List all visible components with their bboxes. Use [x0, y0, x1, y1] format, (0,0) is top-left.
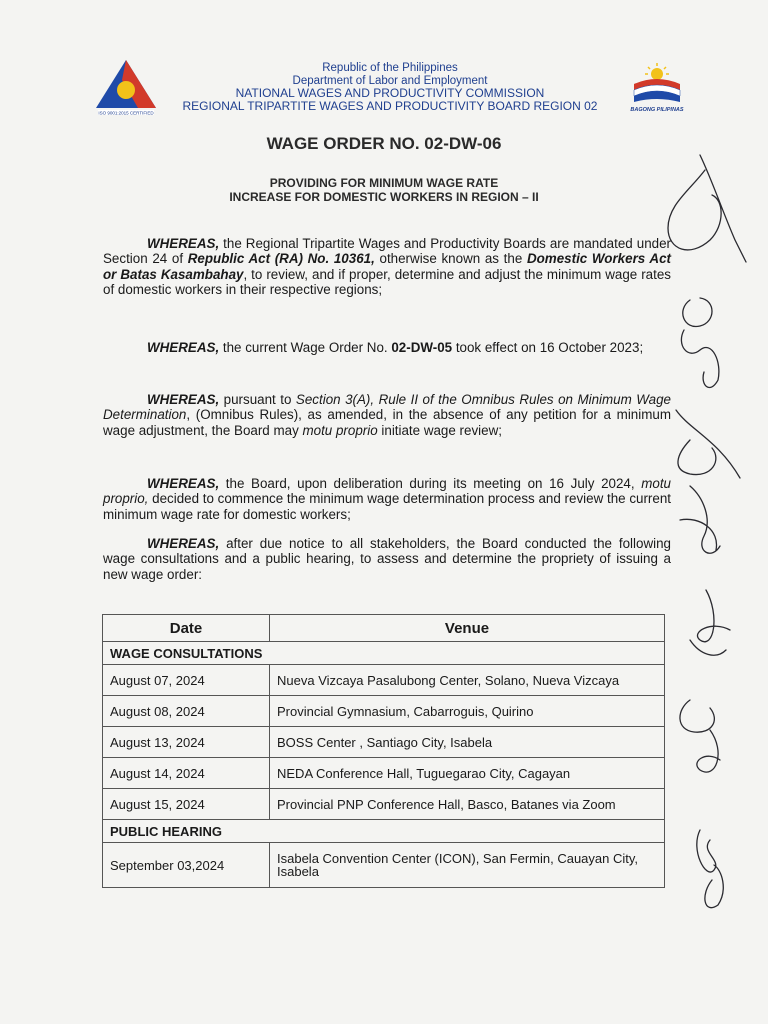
- venue-cell: Isabela Convention Center (ICON), San Fermin, Cauayan City, Isabela: [270, 843, 665, 888]
- header-line3: NATIONAL WAGES AND PRODUCTIVITY COMMISSION: [235, 86, 545, 100]
- signature-5: [690, 590, 730, 655]
- letterhead: [0, 58, 768, 118]
- section-row-hearing: [103, 820, 665, 843]
- table-row: [103, 789, 665, 820]
- consultation-schedule-table: [102, 614, 665, 888]
- table-header-row: [103, 615, 665, 642]
- wage-order-title: WAGE ORDER NO. 02-DW-06: [266, 134, 502, 153]
- table-row: [103, 696, 665, 727]
- date-cell: August 15, 2024: [103, 789, 270, 820]
- date-cell: August 07, 2024: [103, 665, 270, 696]
- date-cell: September 03,2024: [103, 843, 270, 888]
- date-cell: August 13, 2024: [103, 727, 270, 758]
- bagong-pilipinas-caption: BAGONG PILIPINAS: [630, 107, 684, 113]
- signature-4: [680, 486, 720, 553]
- signature-3: [676, 410, 740, 478]
- column-header-venue: Venue: [270, 615, 665, 642]
- venue-cell: Provincial Gymnasium, Cabarroguis, Quirino: [270, 696, 665, 727]
- section-row-consultations: [103, 642, 665, 665]
- signature-6: [680, 700, 720, 772]
- signature-1: [668, 155, 746, 262]
- whereas-paragraph-2: WHEREAS, the current Wage Order No. 02-DW-05 took effect on 16 October 2023;: [147, 340, 644, 355]
- table-row: [103, 727, 665, 758]
- date-cell: August 14, 2024: [103, 758, 270, 789]
- whereas-paragraph-1: WHEREAS, the Regional Tripartite Wages and Productivity Boards are mandated under Section 24 of Republic Act (RA) No. 10361, otherwise known as the Domestic Workers Act or Batas Kasambahay, to review, and if proper, determine and adjust the minimum wage rates of domestic workers in their respective regions;: [103, 236, 671, 298]
- header-line2: Department of Labor and Employment: [292, 74, 488, 87]
- table-row: [103, 758, 665, 789]
- header-line4: REGIONAL TRIPARTITE WAGES AND PRODUCTIVITY BOARD REGION 02: [182, 98, 598, 113]
- table-row: [103, 843, 665, 888]
- whereas-paragraph-5: WHEREAS, after due notice to all stakeholders, the Board conducted the following wage consultations and a public hearing, to assess and determine the propriety of issuing a new wage order:: [103, 536, 671, 582]
- bagong-pilipinas-logo: [626, 62, 688, 114]
- venue-cell: NEDA Conference Hall, Tuguegarao City, Cagayan: [270, 758, 665, 789]
- letterhead-text: [160, 62, 620, 112]
- section-label: PUBLIC HEARING: [103, 820, 665, 843]
- header-line1: Republic of the Philippines: [322, 62, 458, 74]
- signature-7: [697, 830, 723, 908]
- date-cell: August 08, 2024: [103, 696, 270, 727]
- subtitle-line2: INCREASE FOR DOMESTIC WORKERS IN REGION – II: [229, 190, 539, 204]
- venue-cell: BOSS Center , Santiago City, Isabela: [270, 727, 665, 758]
- column-header-date: Date: [103, 615, 270, 642]
- whereas-paragraph-4: WHEREAS, the Board, upon deliberation during its meeting on 16 July 2024, motu proprio, decided to commence the minimum wage determination process and review the current minimum wage rate for domestic workers;: [103, 476, 671, 522]
- subtitle-line1: PROVIDING FOR MINIMUM WAGE RATE: [269, 176, 499, 190]
- iso-caption: ISO 9001:2015 CERTIFIED: [98, 110, 154, 116]
- venue-cell: Nueva Vizcaya Pasalubong Center, Solano, Nueva Vizcaya: [270, 665, 665, 696]
- whereas-paragraph-3: WHEREAS, pursuant to Section 3(A), Rule II of the Omnibus Rules on Minimum Wage Determination, (Omnibus Rules), as amended, in the absence of any petition for a minimum wage adjustment, the Board may motu proprio initiate wage review;: [103, 392, 671, 438]
- venue-cell: Provincial PNP Conference Hall, Basco, Batanes via Zoom: [270, 789, 665, 820]
- signature-2: [681, 298, 718, 388]
- section-label: WAGE CONSULTATIONS: [103, 642, 665, 665]
- table-row: [103, 665, 665, 696]
- dole-logo: [94, 58, 158, 116]
- wage-order-subtitle: [0, 176, 768, 204]
